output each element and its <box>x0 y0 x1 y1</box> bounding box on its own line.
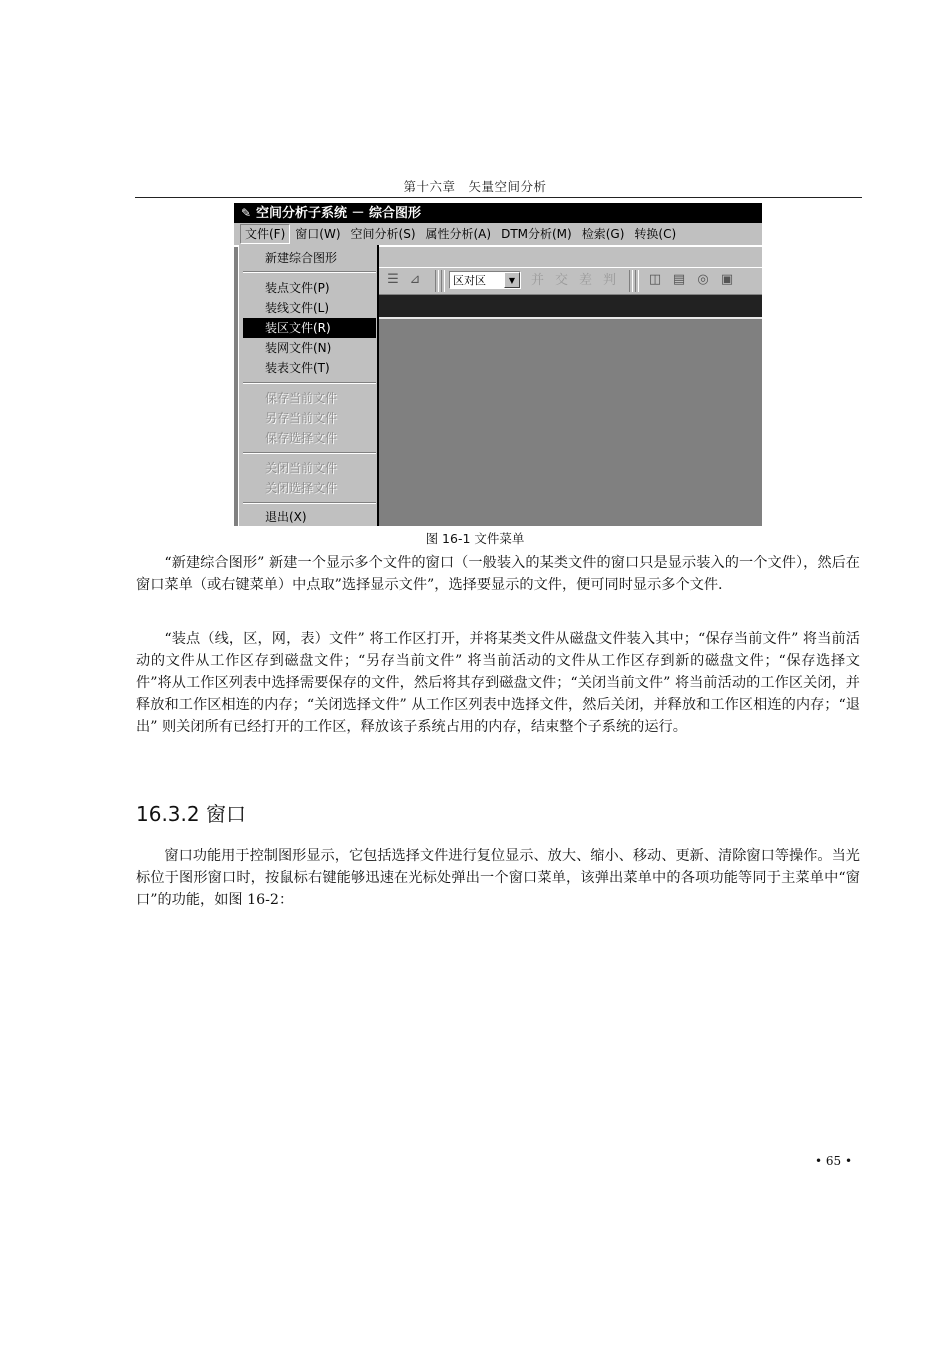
intersect-button[interactable]: 交 <box>555 273 569 288</box>
menu-separator <box>243 271 376 273</box>
menu-item-load-net[interactable]: 装网文件(N) <box>265 341 332 355</box>
chevron-down-icon[interactable]: ▼ <box>504 272 520 288</box>
union-button[interactable]: 并 <box>531 273 545 288</box>
query-icon[interactable]: ◫ <box>648 272 662 287</box>
menu-separator <box>243 382 376 384</box>
app-icon: ✎ <box>240 206 252 220</box>
eye-icon[interactable]: ◎ <box>697 272 709 287</box>
menu-item-save-as-current[interactable]: 另存当前文件 <box>265 411 338 425</box>
menu-item-load-point[interactable]: 装点文件(P) <box>265 281 330 295</box>
menu-item-exit[interactable]: 退出(X) <box>265 510 307 524</box>
menu-item-new-composite[interactable]: 新建综合图形 <box>265 251 338 265</box>
menu-bar <box>234 223 762 245</box>
running-header: 第十六章 矢量空间分析 <box>403 179 547 194</box>
toolbar-separator <box>435 270 439 292</box>
overlay-mode-select[interactable]: 区对区 <box>449 271 521 289</box>
menu-item-save-current[interactable]: 保存当前文件 <box>265 391 338 405</box>
menu-item-close-selected[interactable]: 关闭选择文件 <box>265 481 338 495</box>
menu-separator <box>243 452 376 454</box>
difference-button[interactable]: 差 <box>579 273 593 288</box>
align-icon[interactable]: ☰ <box>387 272 399 287</box>
window-icon[interactable]: ▣ <box>720 272 734 287</box>
menu-window[interactable]: 窗口(W) <box>295 227 341 241</box>
child-window-border <box>379 317 762 319</box>
menu-file[interactable]: 文件(F) <box>240 224 290 244</box>
toolbar-top-strip <box>379 247 762 267</box>
figure-caption: 图 16-1 文件菜单 <box>425 531 525 546</box>
menu-item-close-current[interactable]: 关闭当前文件 <box>265 461 338 475</box>
paragraph-file-operations: “装点（线，区，网，表）文件” 将工作区打开，并将某类文件从磁盘文件装入其中；“保存当前文件” 将当前活动的文件从工作区存到磁盘文件；“另存当前文件” 将当前活动的文件从工作区存到新的磁盘文件；“保存选择文件”将从工作区列表中选择需要保存的文件，然后将其存到磁盘文件；“关闭当前文件” 将当前活动的工作区关闭，并释放和工作区相连的内存；“关闭选择文件” 从工作区列表中选择文件，然后关闭，并释放和工作区相连的内存；“退出” 则关闭所有已经打开的工作区，释放该子系统占用的内存，结束整个子系统的运行。 <box>136 631 860 735</box>
menu-convert[interactable]: 转换(C) <box>634 227 677 241</box>
menu-spatial-analysis[interactable]: 空间分析(S) <box>350 227 416 241</box>
toolbar <box>379 267 762 295</box>
toolbar-separator <box>635 270 639 292</box>
figure-screenshot <box>234 203 762 526</box>
menu-item-save-selected[interactable]: 保存选择文件 <box>265 431 338 445</box>
menu-dtm-analysis[interactable]: DTM分析(M) <box>501 227 572 241</box>
child-window-titlebar <box>379 295 762 317</box>
toolbar-separator <box>629 270 633 292</box>
menu-item-load-table[interactable]: 装表文件(T) <box>265 361 330 375</box>
paragraph-window-function: 窗口功能用于控制图形显示，它包括选择文件进行复位显示、放大、缩小、移动、更新、清除窗口等操作。当光标位于图形窗口时，按鼠标右键能够迅速在光标处弹出一个窗口菜单，该弹出菜单中的各项功能等同于主菜单中“窗口”的功能，如图 16-2： <box>136 848 860 908</box>
page-number: • 65 • <box>815 1154 853 1168</box>
section-heading: 16.3.2 窗口 <box>136 802 246 826</box>
table-icon[interactable]: ▤ <box>672 272 686 287</box>
menu-item-load-line[interactable]: 装线文件(L) <box>265 301 330 315</box>
menu-attribute-analysis[interactable]: 属性分析(A) <box>425 227 492 241</box>
window-titlebar <box>234 203 762 223</box>
menu-item-load-region[interactable]: 装区文件(R) <box>243 318 376 338</box>
toolbar-separator <box>441 270 445 292</box>
window-title: 空间分析子系统 － 综合图形 <box>256 206 422 221</box>
menu-search[interactable]: 检索(G) <box>581 227 625 241</box>
header-rule <box>135 197 862 198</box>
file-menu-dropdown <box>238 245 379 526</box>
judge-button[interactable]: 判 <box>603 273 617 288</box>
paragraph-new-composite: “新建综合图形” 新建一个显示多个文件的窗口（一般装入的某类文件的窗口只是显示装入的一个文件），然后在窗口菜单（或右键菜单）中点取”选择显示文件”，选择要显示的文件，便可同时显示多个文件. <box>136 555 860 593</box>
chart-icon[interactable]: ⊿ <box>409 272 421 287</box>
menu-separator <box>243 502 376 504</box>
